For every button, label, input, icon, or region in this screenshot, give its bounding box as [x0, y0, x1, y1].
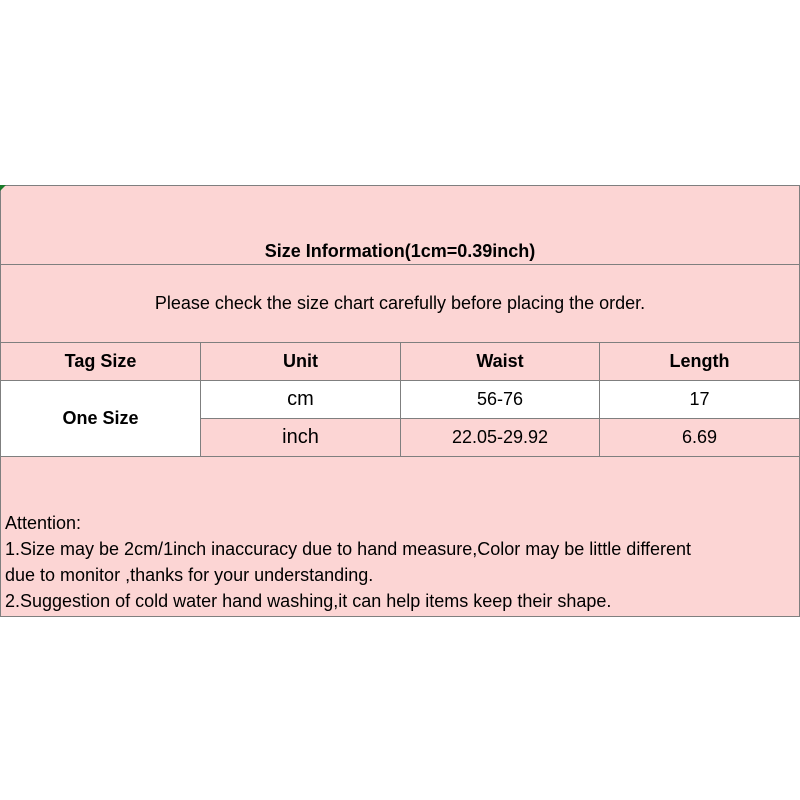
length-cell: 17 [600, 381, 800, 419]
column-header-length: Length [600, 343, 800, 381]
attention-line: 1.Size may be 2cm/1inch inaccuracy due to hand measure,Color may be little different [5, 539, 692, 559]
unit-cell: inch [201, 419, 401, 457]
waist-cell: 56-76 [401, 381, 600, 419]
attention-heading: Attention: [5, 513, 82, 533]
column-header-tag-size: Tag Size [1, 343, 201, 381]
attention-row [1, 457, 800, 617]
column-header-waist: Waist [401, 343, 600, 381]
table-row [1, 381, 800, 419]
notice-row [1, 265, 800, 343]
chart-title: Size Information(1cm=0.39inch) [1, 186, 800, 265]
tag-size-cell: One Size [1, 381, 201, 457]
attention-line: 2.Suggestion of cold water hand washing,it can help items keep their shape. [5, 591, 612, 611]
order-notice: Please check the size chart carefully before placing the order. [1, 265, 800, 343]
size-chart-sheet [0, 185, 799, 616]
title-row [1, 186, 800, 265]
size-chart-table [0, 185, 800, 617]
length-cell: 6.69 [600, 419, 800, 457]
column-header-unit: Unit [201, 343, 401, 381]
waist-cell: 22.05-29.92 [401, 419, 600, 457]
header-row [1, 343, 800, 381]
unit-cell: cm [201, 381, 401, 419]
corner-marker-icon [0, 185, 6, 191]
attention-notes [1, 457, 800, 617]
attention-line: due to monitor ,thanks for your understanding. [5, 565, 374, 585]
